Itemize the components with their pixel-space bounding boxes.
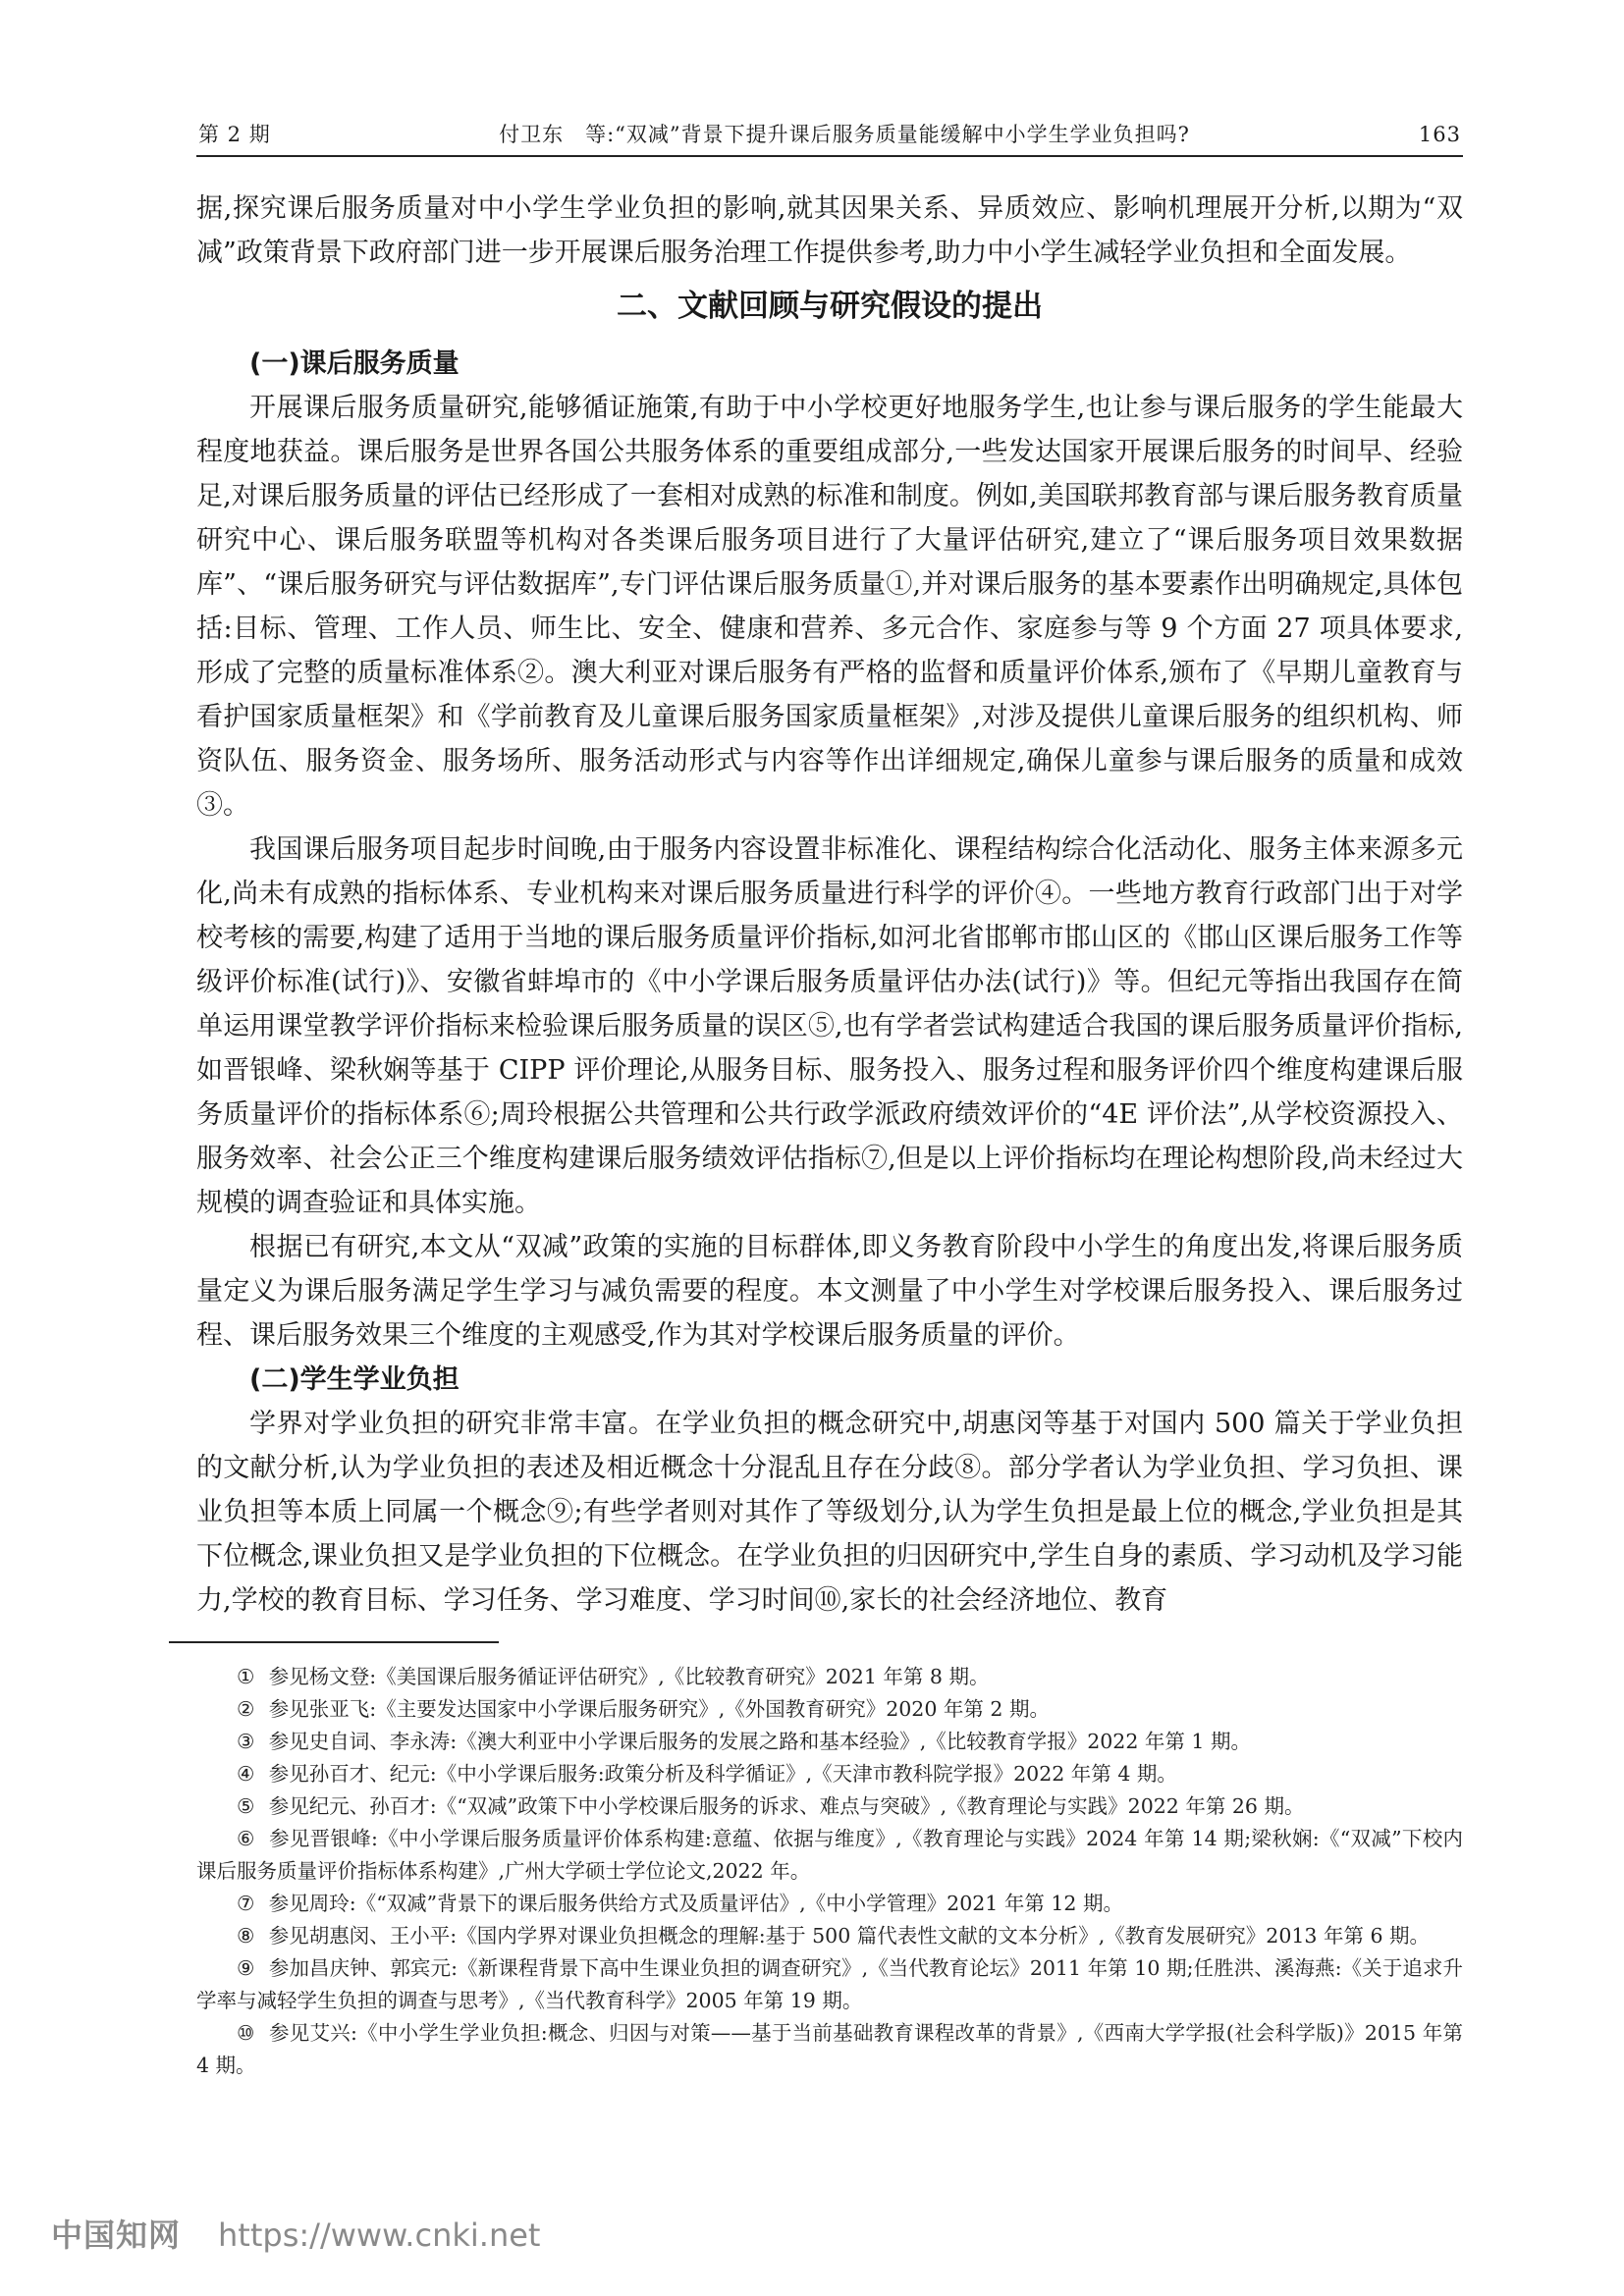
article-body <box>196 187 1463 1623</box>
footnote-number: ⑨ <box>237 1956 255 1980</box>
footnote-text: 参见周玲:《“双减”背景下的课后服务供给方式及质量评估》,《中小学管理》2021 年第 12 期。 <box>268 1892 1123 1915</box>
footnote-text: 参见艾兴:《中小学生学业负担:概念、归因与对策——基于当前基础教育课程改革的背景》,《西南大学学报(社会科学版)》2015 年第 4 期。 <box>196 2021 1463 2077</box>
issue-label: 第 2 期 <box>198 123 271 146</box>
paragraph: 根据已有研究,本文从“双减”政策的实施的目标群体,即义务教育阶段中小学生的角度出发,将课后服务质量定义为课后服务满足学生学习与减负需要的程度。本文测量了中小学生对学校课后服务投入、课后服务过程、课后服务效果三个维度的主观感受,作为其对学校课后服务质量的评价。 <box>196 1232 1463 1351</box>
footnote <box>196 1920 1463 1952</box>
footnote <box>196 1790 1463 1823</box>
footnote-number: ⑩ <box>237 2021 255 2045</box>
footnote <box>196 1888 1463 1920</box>
footnote-text: 参加昌庆钟、郭宾元:《新课程背景下高中生课业负担的调查研究》,《当代教育论坛》2011 年第 10 期;任胜洪、溪海燕:《关于追求升学率与减轻学生负担的调查与思考》,《当代教育科学》2005 年第 19 期。 <box>196 1956 1463 2012</box>
footnote-number: ⑧ <box>237 1924 255 1948</box>
footnote-number: ④ <box>237 1762 255 1786</box>
footnote <box>196 1693 1463 1726</box>
footnote-text: 参见史自词、李永涛:《澳大利亚中小学课后服务的发展之路和基本经验》,《比较教育学报》2022 年第 1 期。 <box>268 1730 1251 1753</box>
paragraph: 我国课后服务项目起步时间晚,由于服务内容设置非标准化、课程结构综合化活动化、服务主体来源多元化,尚未有成熟的指标体系、专业机构来对课后服务质量进行科学的评价④。一些地方教育行政部门出于对学校考核的需要,构建了适用于当地的课后服务质量评价指标,如河北省邯郸市邯山区的《邯山区课后服务工作等级评价标准(试行)》、安徽省蚌埠市的《中小学课后服务质量评估办法(试行)》等。但纪元等指出我国存在简单运用课堂教学评价指标来检验课后服务质量的误区⑤,也有学者尝试构建适合我国的课后服务质量评价指标,如晋银峰、梁秋娴等基于 CIPP 评价理论,从服务目标、服务投入、服务过程和服务评价四个维度构建课后服务质量评价的指标体系⑥;周玲根据公共管理和公共行政学派政府绩效评价的“4E 评价法”,从学校资源投入、服务效率、社会公正三个维度构建课后服务绩效评估指标⑦,但是以上评价指标均在理论构想阶段,尚未经过大规模的调查验证和具体实施。 <box>196 834 1463 1218</box>
footnote <box>196 2017 1463 2082</box>
footnote <box>196 1952 1463 2017</box>
footnote-number: ⑦ <box>237 1892 255 1915</box>
intro-continuation: 据,探究课后服务质量对中小学生学业负担的影响,就其因果关系、异质效应、影响机理展开分析,以期为“双减”政策背景下政府部门进一步开展课后服务治理工作提供参考,助力中小学生减轻学业负担和全面发展。 <box>196 193 1463 268</box>
cnki-url[interactable]: https://www.cnki.net <box>218 2216 541 2254</box>
footnote <box>196 1726 1463 1758</box>
section-heading: 二、文献回顾与研究假设的提出 <box>617 289 1043 324</box>
footnote-text: 参见张亚飞:《主要发达国家中小学课后服务研究》,《外国教育研究》2020 年第 2 期。 <box>268 1697 1050 1721</box>
cnki-logo: 中国知网 <box>51 2216 182 2254</box>
footnote-number: ② <box>237 1697 255 1721</box>
page-number: 163 <box>1418 123 1461 146</box>
footnote <box>196 1823 1463 1888</box>
footnote-separator <box>169 1641 499 1643</box>
running-title: 付卫东 等:“双减”背景下提升课后服务质量能缓解中小学生学业负担吗? <box>499 123 1190 146</box>
paragraph: 开展课后服务质量研究,能够循证施策,有助于中小学校更好地服务学生,也让参与课后服务的学生能最大程度地获益。课后服务是世界各国公共服务体系的重要组成部分,一些发达国家开展课后服务的时间早、经验足,对课后服务质量的评估已经形成了一套相对成熟的标准和制度。例如,美国联邦教育部与课后服务教育质量研究中心、课后服务联盟等机构对各类课后服务项目进行了大量评估研究,建立了“课后服务项目效果数据库”、“课后服务研究与评估数据库”,专门评估课后服务质量①,并对课后服务的基本要素作出明确规定,具体包括:目标、管理、工作人员、师生比、安全、健康和营养、多元合作、家庭参与等 9 个方面 27 项具体要求,形成了完整的质量标准体系②。澳大利亚对课后服务有严格的监督和质量评价体系,颁布了《早期儿童教育与看护国家质量框架》和《学前教育及儿童课后服务国家质量框架》,对涉及提供儿童课后服务的组织机构、师资队伍、服务资金、服务场所、服务活动形式与内容等作出详细规定,确保儿童参与课后服务的质量和成效③。 <box>196 393 1463 821</box>
footnote-text: 参见晋银峰:《中小学课后服务质量评价体系构建:意蕴、依据与维度》,《教育理论与实践》2024 年第 14 期;梁秋娴:《“双减”下校内课后服务质量评价指标体系构建》,广州大学硕士学位论文,2022 年。 <box>196 1827 1463 1883</box>
footnote-number: ① <box>237 1665 255 1688</box>
footnote-number: ③ <box>237 1730 255 1753</box>
paragraph: 学界对学业负担的研究非常丰富。在学业负担的概念研究中,胡惠闵等基于对国内 500 篇关于学业负担的文献分析,认为学业负担的表述及相近概念十分混乱且存在分歧⑧。部分学者认为学业负担、学习负担、课业负担等本质上同属一个概念⑨;有些学者则对其作了等级划分,认为学生负担是最上位的概念,学业负担是其下位概念,课业负担又是学业负担的下位概念。在学业负担的归因研究中,学生自身的素质、学习动机及学习能力,学校的教育目标、学习任务、学习难度、学习时间⑩,家长的社会经济地位、教育 <box>196 1409 1463 1616</box>
subsection-heading-1: (一)课后服务质量 <box>249 348 460 379</box>
footnote-text: 参见胡惠闵、王小平:《国内学界对课业负担概念的理解:基于 500 篇代表性文献的文本分析》,《教育发展研究》2013 年第 6 期。 <box>268 1924 1431 1948</box>
cnki-watermark <box>51 2211 540 2260</box>
running-header <box>196 116 1463 153</box>
footnote <box>196 1661 1463 1693</box>
subsection-heading-2: (二)学生学业负担 <box>249 1364 460 1395</box>
footnote-number: ⑥ <box>237 1827 255 1850</box>
footnote-text: 参见杨文登:《美国课后服务循证评估研究》,《比较教育研究》2021 年第 8 期。 <box>268 1665 990 1688</box>
footnote-text: 参见纪元、孙百才:《“双减”政策下中小学校课后服务的诉求、难点与突破》,《教育理论与实践》2022 年第 26 期。 <box>268 1794 1305 1818</box>
footnotes <box>196 1661 1463 2082</box>
footnote-text: 参见孙百才、纪元:《中小学课后服务:政策分析及科学循证》,《天津市教科院学报》2022 年第 4 期。 <box>268 1762 1177 1786</box>
footnote <box>196 1758 1463 1790</box>
header-rule <box>196 155 1463 157</box>
footnote-number: ⑤ <box>237 1794 255 1818</box>
